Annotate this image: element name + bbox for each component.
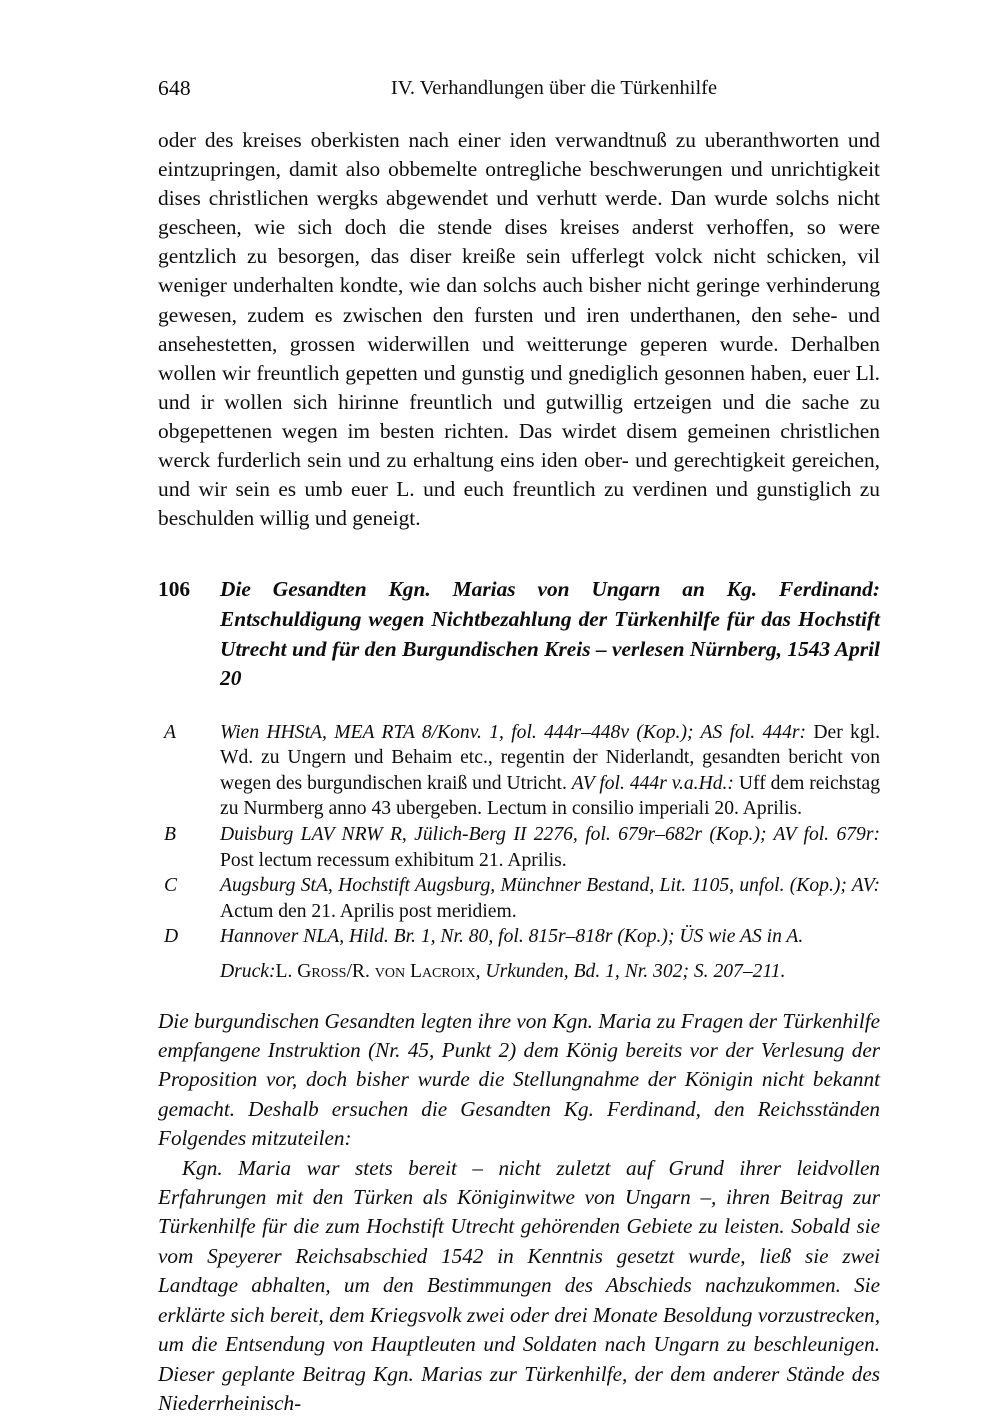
regest-paragraph-1: Die burgundischen Gesandten legten ihre von Kgn. Maria zu Fragen der Türkenhilfe empfangene Instruktion (Nr. 45, Punkt 2) dem König bereits vor der Verlesung der Proposition vor, doch bisher wurde die Stellungnahme der Königin nicht bekannt gemacht. Deshalb ersuchen die Gesandten Kg. Ferdinand, den Reichsständen Folgendes mitzuteilen:	[158, 1008, 880, 1151]
druck-author-first: Groß	[297, 961, 347, 983]
apparatus-sigil: D	[164, 926, 179, 948]
document-heading	[158, 575, 880, 693]
apparatus-text: Actum den 21. Aprilis post meridiem.	[220, 900, 517, 922]
apparatus-shelfmark-2: AV fol. 444r v.a.Hd.:	[571, 772, 734, 794]
running-head-title: IV. Verhandlungen über die Türkenhilfe	[390, 77, 718, 99]
page-number: 648	[158, 76, 191, 100]
heading-number: 106	[158, 577, 191, 602]
druck-label: Druck:	[220, 961, 276, 983]
apparatus-shelfmark: Hannover NLA, Hild. Br. 1, Nr. 80, fol. 815r–818r (Kop.); ÜS wie AS in A.	[220, 926, 804, 948]
body-paragraph: oder des kreises oberkisten nach einer iden verwandtnuß zu uberanthworten und eintzupringen, damit also obbemelte ontregliche beschwerungen und unrichtigkeit dises christlichen wergks abgewendet und verhutt werde. Dan wurde solchs nicht gescheen, wie sich doch die stende dises kreises anderst verhoffen, so were gentzlich zu besorgen, das diser kreiße sein ufferlegt volck nicht schicken, vil weniger underhalten kondte, wie dan solchs auch bisher nicht geringe verhinderung gewesen, zudem es zwischen den fursten und iren underthanen, den sehe- und ansehestetten, grossen widerwillen und weitterunge geperen wurde. Derhalben wollen wir freuntlich gepetten und gunstig und gnediglich gesonnen haben, euer Ll. und ir wollen sich hirinne freuntlich und gutwillig ertzeigen und die sache zu obgepettenen wegen im besten richten. Das wirdet disem gemeinen christlichen werck furderlich sein und zu erhaltung eins iden ober- und gerechtigkeit gereichen, und wir sein es umb euer L. und euch freuntlich zu verdinen und gunstiglich zu beschulden willig und geneigt.	[158, 128, 880, 531]
apparatus-text: Post lectum recessum exhibitum 21. Aprilis.	[220, 849, 567, 871]
apparatus-item-c	[158, 873, 880, 924]
apparatus-sigil: B	[164, 824, 176, 846]
apparatus-shelfmark: Augsburg StA, Hochstift Augsburg, Münchner Bestand, Lit. 1105, unfol. (Kop.); AV:	[220, 875, 880, 897]
heading-title: Die Gesandten Kgn. Marias von Ungarn an Kg. Ferdinand: Entschuldigung wegen Nichtbezahlung der Türkenhilfe für das Hochstift Utrecht und für den Burgundischen Kreis – verlesen Nürnberg, 1543 April 20	[220, 577, 880, 691]
apparatus-item-d	[158, 924, 880, 950]
apparatus-sigil: C	[164, 875, 178, 897]
apparatus-druck	[158, 959, 880, 985]
regest-paragraph-2: Kgn. Maria war stets bereit – nicht zuletzt auf Grund ihrer leidvollen Erfahrungen mit den Türken als Königinwitwe von Ungarn –, ihren Beitrag zur Türkenhilfe für die zum Hochstift Utrecht gehörenden Gebiete zu leisten. Sobald sie vom Speyerer Reichsabschied 1542 in Kenntnis gesetzt wurde, ließ sie zwei Landtage abhalten, um den Bestimmungen des Abschieds nachzukommen. Sie erklärte sich bereit, dem Kriegsvolk zwei oder drei Monate Besoldung vorzustrecken, um die Entsendung von Hauptleuten und Soldaten nach Ungarn zu beschleunigen. Dieser geplante Beitrag Kgn. Marias zur Türkenhilfe, der dem anderer Stände des Niederrheinisch-	[158, 1155, 880, 1415]
druck-author-second: von Lacroix	[374, 961, 476, 983]
apparatus-item-b	[158, 822, 880, 873]
apparatus-text-2: Uff dem reichstag zu Nurmberg anno 43 ubergeben. Lectum in consilio imperiali 20. Aprilis.	[220, 772, 880, 820]
druck-citation: , Urkunden, Bd. 1, Nr. 302; S. 207–211.	[475, 961, 786, 983]
apparatus-shelfmark: Duisburg LAV NRW R, Jülich-Berg II 2276, fol. 679r–682r (Kop.); AV fol. 679r:	[220, 824, 880, 846]
apparatus-sigil: A	[164, 721, 176, 743]
apparatus-item-a	[158, 720, 880, 822]
druck-author-prefix: L.	[275, 961, 298, 983]
running-head	[158, 74, 880, 102]
text-block	[158, 126, 880, 1418]
apparatus-shelfmark: Wien HHStA, MEA RTA 8/Konv. 1, fol. 444r–448v (Kop.); AS fol. 444r:	[220, 721, 807, 743]
apparatus-list	[158, 720, 880, 985]
regest-section	[158, 1007, 880, 1418]
apparatus-text: Der kgl. Wd. zu Ungern und Behaim etc., regentin der Niderlandt, gesandten bericht von wegen des burgundischen kraiß und Utricht.	[220, 721, 880, 794]
druck-author-mid: /R.	[346, 961, 375, 983]
